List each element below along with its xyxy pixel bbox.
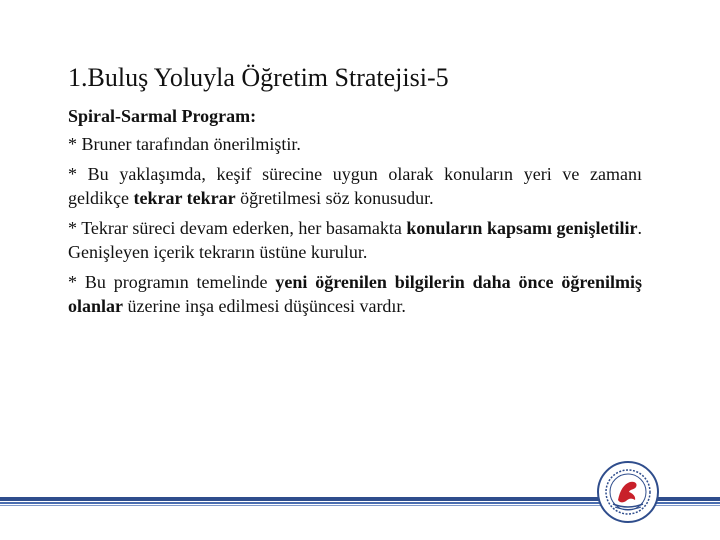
slide-body [68, 104, 642, 324]
bullet-2-text-a: * Bu yaklaşımda, keşif sürecine uygun olarak konuların yeri ve zamanı geldikçe [68, 164, 642, 208]
bullet-2-bold: tekrar tekrar [133, 188, 236, 208]
bullet-3-bold: konuların kapsamı genişletilir [406, 218, 638, 238]
university-seal-icon [596, 460, 660, 524]
section-heading: Spiral-Sarmal Program: [68, 106, 257, 126]
bullet-3 [68, 216, 642, 264]
bullet-1: * Bruner tarafından önerilmiştir. [68, 134, 301, 154]
bullet-3-text-a: * Tekrar süreci devam ederken, her basamakta [68, 218, 407, 238]
bullet-4 [68, 270, 642, 318]
bullet-4-text-a: * Bu programın temelinde [68, 272, 276, 292]
bullet-2-text-b: öğretilmesi söz konusudur. [235, 188, 434, 208]
university-seal-graphic [596, 460, 660, 524]
bullet-3-text-b: . Genişleyen içerik tekrarın üstüne kurulur. [68, 218, 642, 262]
slide-title: 1.Buluş Yoluyla Öğretim Stratejisi-5 [68, 63, 449, 92]
bullet-2 [68, 162, 642, 210]
bullet-4-text-b: üzerine inşa edilmesi düşüncesi vardır. [123, 296, 406, 316]
bullet-4-bold: yeni öğrenilen bilgilerin daha önce öğrenilmiş olanlar [68, 272, 642, 316]
